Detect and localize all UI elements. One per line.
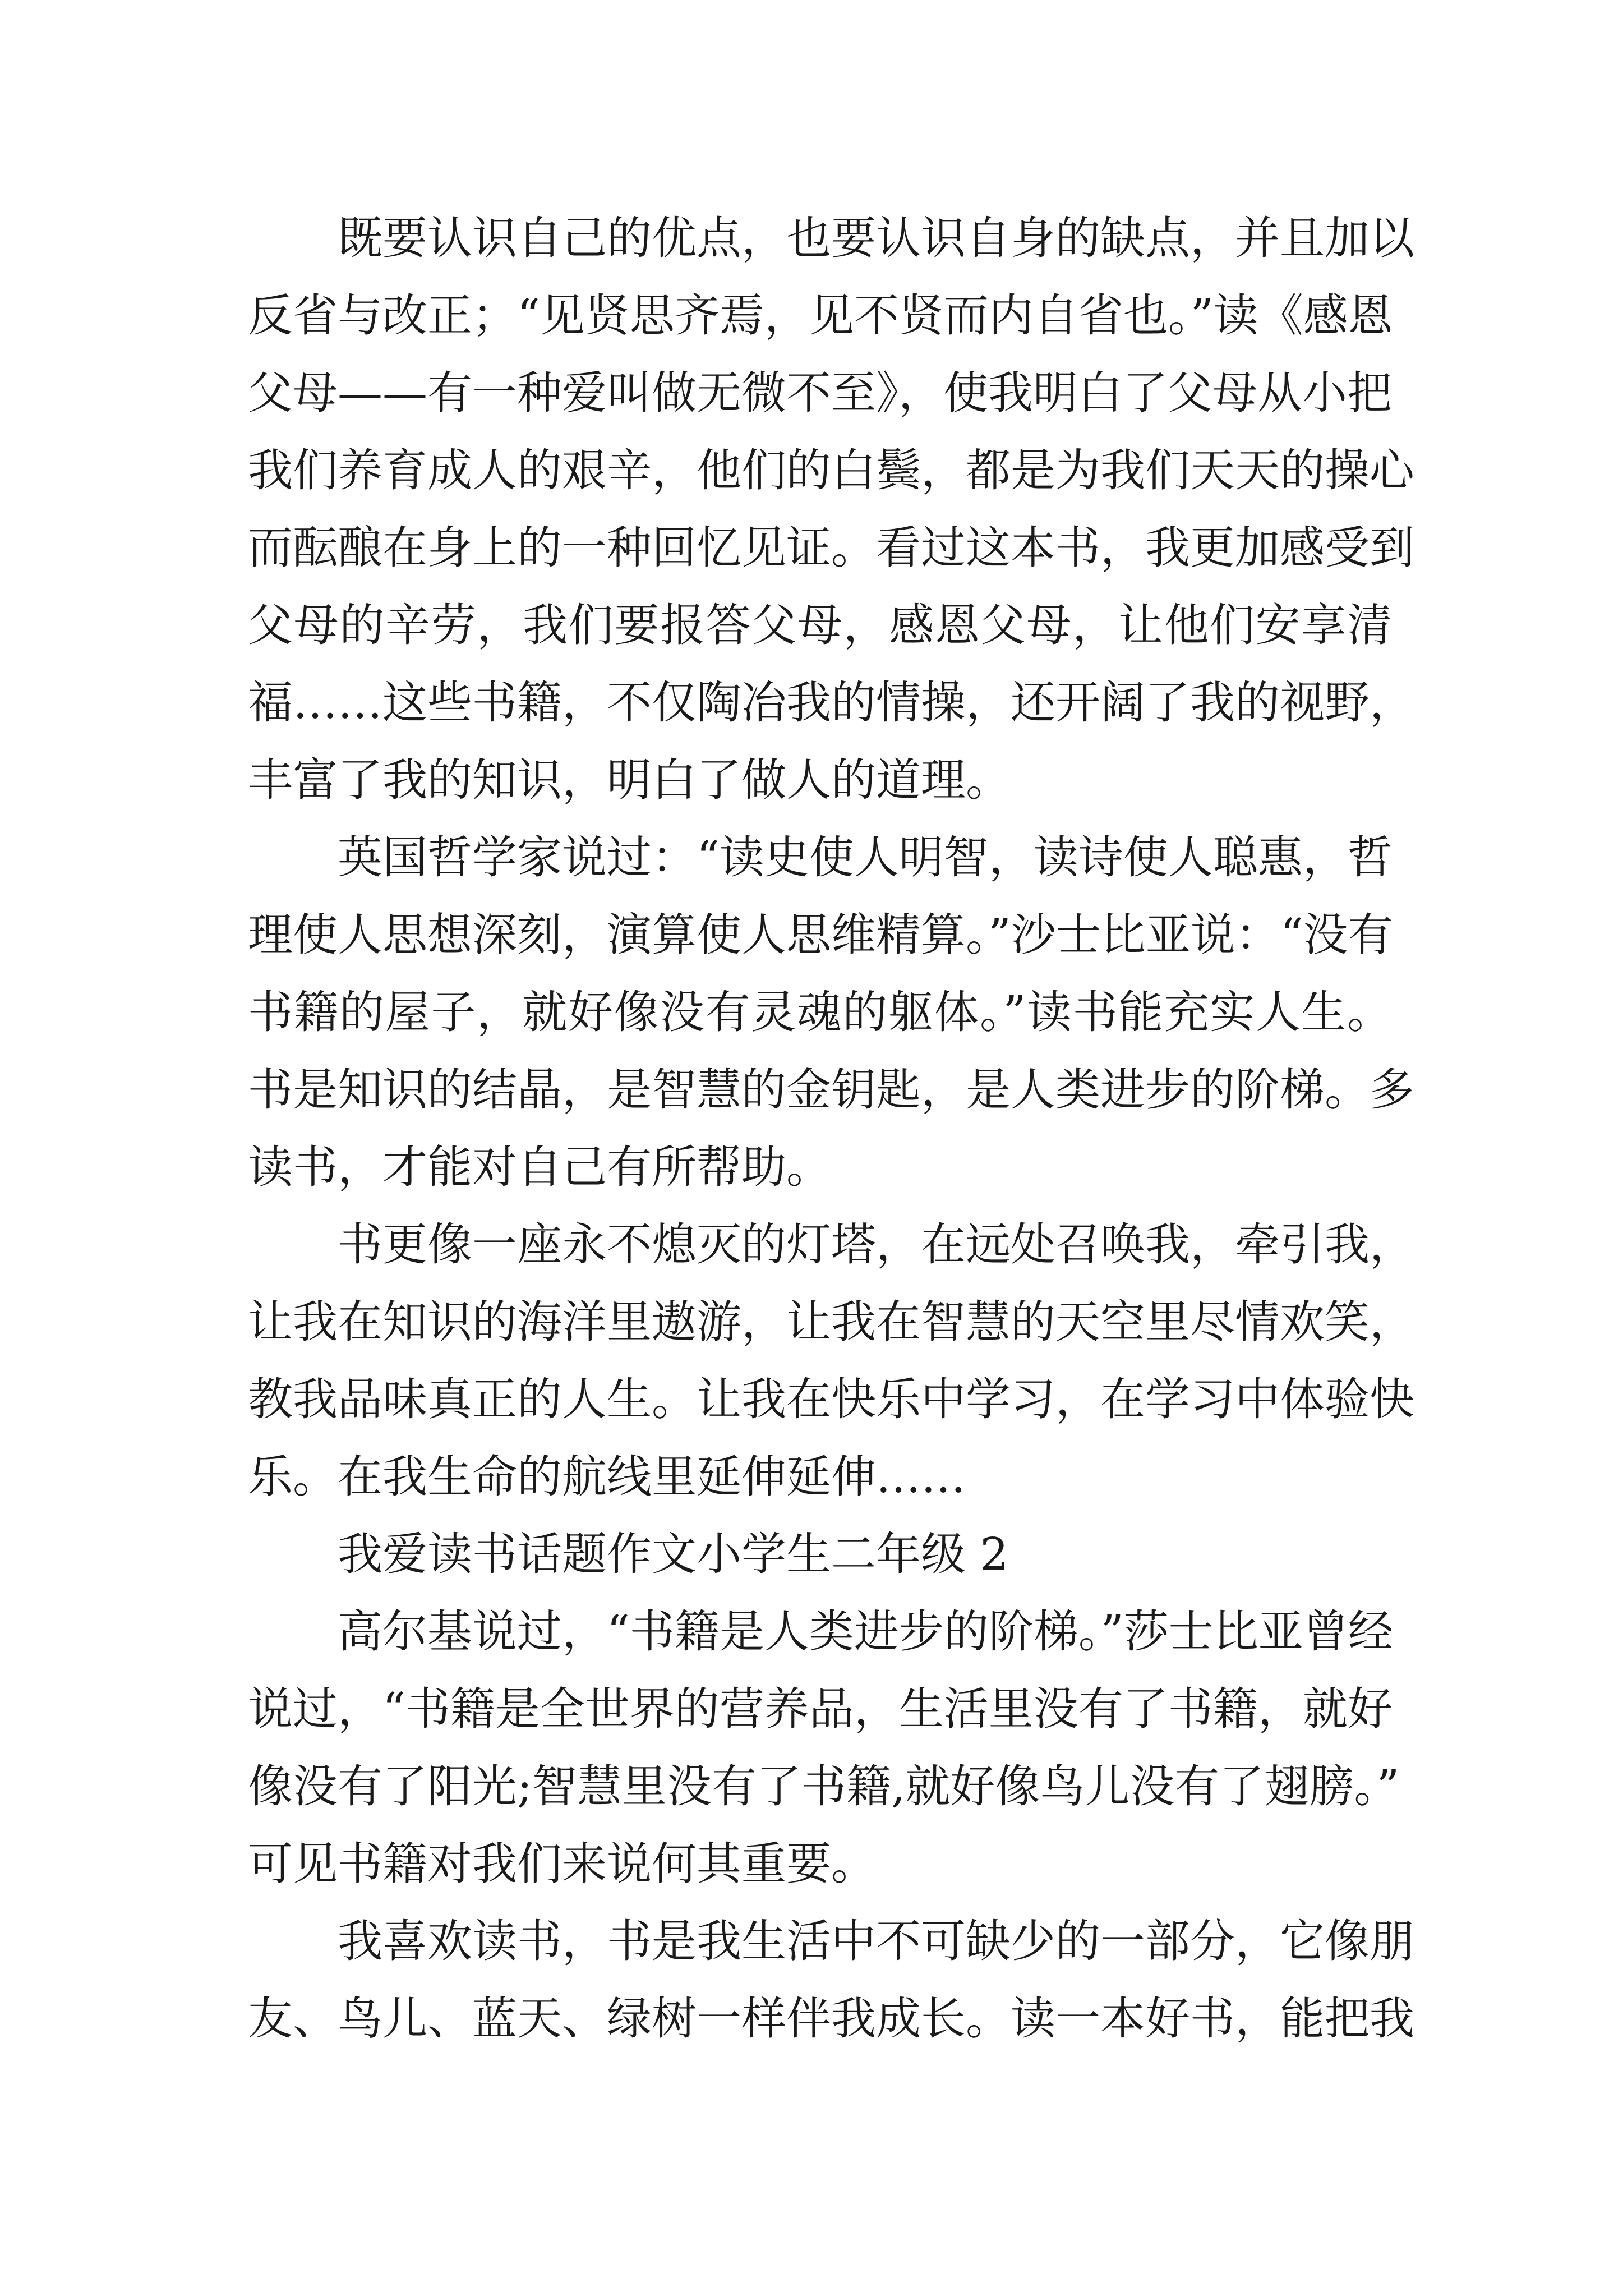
text-line: 反省与改正；“见贤思齐焉，见不贤而内自省也。”读《感恩 [248,289,1393,342]
text-line: 友、鸟儿、蓝天、绿树一样伴我成长。读一本好书，能把我 [248,1993,1414,2045]
text-line: 丰富了我的知识，明白了做人的道理。 [248,754,1011,806]
text-line: 书更像一座永不熄灭的灯塔，在远处召唤我，牵引我， [338,1218,1414,1271]
text-line: 理使人思想深刻，演算使人思维精算。”沙士比亚说：“没有 [248,909,1393,961]
text-line: 我们养育成人的艰辛，他们的白鬓，都是为我们天天的操心 [248,444,1414,496]
text-line: 读书，才能对自己有所帮助。 [248,1141,831,1193]
text-line: 父母——有一种爱叫做无微不至》，使我明白了父母从小把 [248,367,1392,419]
document-body [248,200,1414,2058]
text-line: 高尔基说过，“书籍是人类进步的阶梯。”莎士比亚曾经 [338,1605,1393,1658]
text-line: 像没有了阳光;智慧里没有了书籍,就好像鸟儿没有了翅膀。” [248,1760,1400,1812]
text-line: 既要认识自己的优点，也要认识自身的缺点，并且加以 [338,212,1414,264]
text-line: 教我品味真正的人生。让我在快乐中学习，在学习中体验快 [248,1373,1414,1425]
text-line: 我爱读书话题作文小学生二年级 2 [338,1528,1009,1580]
text-line: 让我在知识的海洋里遨游，让我在智慧的天空里尽情欢笑， [248,1296,1414,1348]
text-line: 而酝酿在身上的一种回忆见证。看过这本书，我更加感受到 [248,522,1414,574]
text-line: 英国哲学家说过：“读史使人明智，读诗使人聪惠，哲 [338,831,1393,884]
text-line: 福……这些书籍，不仅陶冶我的情操，还开阔了我的视野， [248,677,1414,729]
text-line: 我喜欢读书，书是我生活中不可缺少的一部分，它像朋 [338,1915,1414,1967]
text-line: 乐。在我生命的航线里延伸延伸…… [248,1451,966,1503]
text-line: 可见书籍对我们来说何其重要。 [248,1838,876,1890]
text-line: 父母的辛劳，我们要报答父母，感恩父母，让他们安享清 [248,599,1392,651]
text-line: 书是知识的结晶，是智慧的金钥匙，是人类进步的阶梯。多 [248,1064,1414,1116]
text-line: 说过，“书籍是全世界的营养品，生活里没有了书籍，就好 [248,1683,1393,1735]
text-line: 书籍的屋子，就好像没有灵魂的躯体。”读书能充实人生。 [248,986,1392,1038]
